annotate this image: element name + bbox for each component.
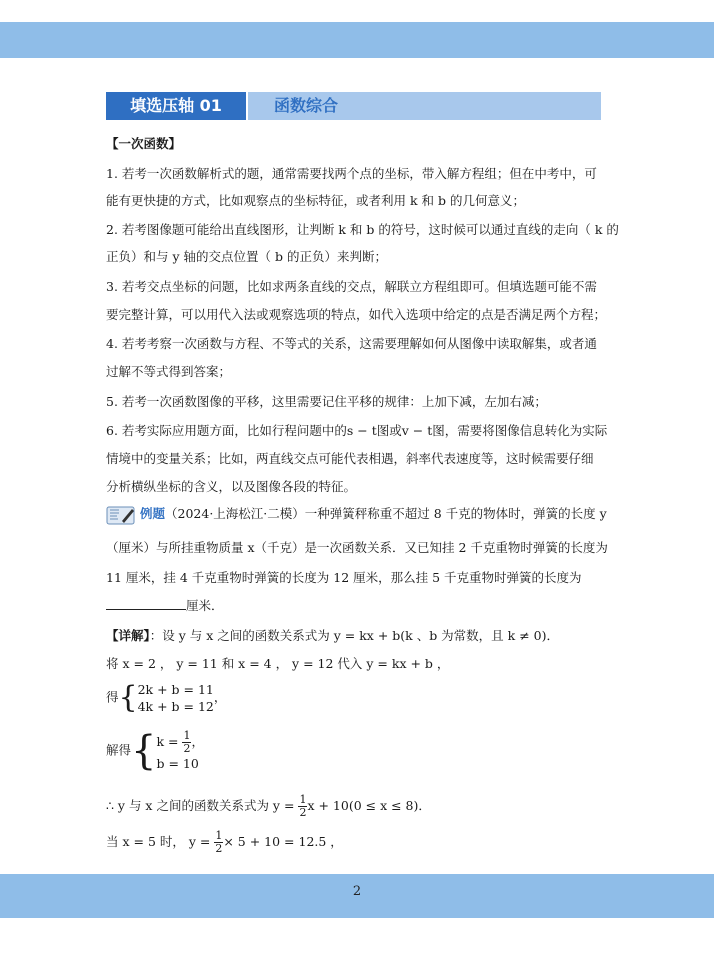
point-4-line-1: 4. 若考考察一次函数与方程、不等式的关系，这需要理解如何从图像中读取解集，或者通 [106, 336, 597, 351]
solution-line-2: 将 x = 2 ， y = 11 和 x = 4 ， y = 12 代入 y = kx + b ， [106, 656, 450, 671]
point-2-line-1: 2. 若考图像题可能给出直线图形，让判断 k 和 b 的符号，这时候可以通过直线的走向（ k 的 [106, 222, 619, 237]
sys2-frac-den: 2 [183, 742, 191, 755]
solution-line-1 [106, 626, 559, 644]
example-line-4 [106, 596, 224, 614]
section-tag: 填选压轴 01 [106, 92, 246, 120]
sys2-k-label: k = [156, 734, 179, 749]
sys2-eq-a [156, 730, 204, 755]
point-3-line-1: 3. 若考交点坐标的问题，比如求两条直线的交点，解联立方程组即可。但填选题可能不需 [106, 279, 597, 294]
l5-frac-num: 1 [299, 793, 307, 806]
point-6-line-1: 6. 若考实际应用题方面，比如行程问题中的s − t图或v − t图，需要将图像信息转化为实际 [106, 423, 608, 438]
example-text-1: （2024·上海松江·二模）一种弹簧秤称重不超过 8 千克的物体时，弹簧的长度 y [165, 506, 607, 521]
equation-system-2 [106, 730, 204, 772]
example-line-3: 11 厘米，挂 4 千克重物时弹簧的长度为 12 厘米，那么挂 5 千克重物时弹簧的长度为 [106, 570, 582, 585]
example-line-2: （厘米）与所挂重物质量 x（千克）是一次函数关系．又已知挂 2 千克重物时弹簧的长度为 [106, 540, 608, 555]
point-1-line-2: 能有更快捷的方式，比如观察点的坐标特征，或者利用 k 和 b 的几何意义； [106, 193, 525, 208]
l6-prefix: 当 x = 5 时， y = [106, 834, 211, 849]
equation-system-1 [106, 681, 226, 715]
point-4-line-2: 过解不等式得到答案； [106, 364, 232, 379]
solution-label: 【详解】 [106, 628, 150, 643]
example-line-1 [106, 504, 607, 530]
sys1-brace: { [118, 680, 138, 715]
solution-line-5 [106, 794, 431, 819]
solution-text-1: ：设 y 与 x 之间的函数关系式为 y = kx + b(k 、b 为常数，且 k ≠ 0)． [149, 628, 559, 643]
sys2-brace: { [131, 728, 157, 774]
point-6-line-3: 分析横纵坐标的含义，以及图像各段的特征。 [106, 479, 357, 494]
sys2-a-suffix: ， [191, 734, 204, 749]
point-5-line-1: 5. 若考一次函数图像的平移，这里需要记住平移的规律：上加下减，左加右减； [106, 394, 547, 409]
sys1-suffix: ， [213, 689, 227, 705]
l6-frac-den: 2 [215, 842, 223, 855]
answer-blank[interactable] [106, 597, 186, 610]
heading: 【一次函数】 [106, 136, 182, 151]
point-3-line-2: 要完整计算，可以用代入法或观察选项的特点，如代入选项中给定的点是否满足两个方程； [106, 307, 607, 322]
l6-suffix: × 5 + 10 = 12.5 ， [223, 834, 343, 849]
sys2-frac-num: 1 [183, 729, 191, 742]
section-title: 函数综合 [248, 92, 601, 120]
top-band [0, 22, 714, 58]
l6-frac-num: 1 [215, 829, 223, 842]
sys1-equations [138, 681, 214, 715]
point-2-line-2: 正负）和与 y 轴的交点位置（ b 的正负）来判断； [106, 249, 387, 264]
solution-line-6 [106, 830, 343, 855]
point-1-line-1: 1. 若考一次函数解析式的题，通常需要找两个点的坐标，带入解方程组；但在中考中，可 [106, 166, 597, 181]
sys2-eq-b: b = 10 [156, 756, 199, 771]
example-book-icon [106, 504, 136, 526]
l5-prefix: ∴ y 与 x 之间的函数关系式为 y = [106, 798, 295, 813]
l5-suffix: x + 10(0 ≤ x ≤ 8)． [307, 798, 431, 813]
example-unit: 厘米． [186, 598, 224, 613]
sys2-prefix: 解得 [106, 742, 132, 758]
point-6-line-2: 情境中的变量关系；比如，两直线交点可能代表相遇，斜率代表速度等，这时候需要仔细 [106, 451, 594, 466]
sys1-eq-a: 2k + b = 11 [137, 682, 214, 697]
section-header [106, 92, 601, 120]
page-number: 2 [352, 884, 362, 899]
sys2-equations [156, 730, 204, 772]
sys1-prefix: 得 [106, 689, 119, 705]
example-label: 例题 [140, 506, 166, 521]
l6-fraction [214, 830, 223, 855]
l5-frac-den: 2 [299, 806, 307, 819]
sys1-eq-b: 4k + b = 12 [137, 699, 214, 714]
